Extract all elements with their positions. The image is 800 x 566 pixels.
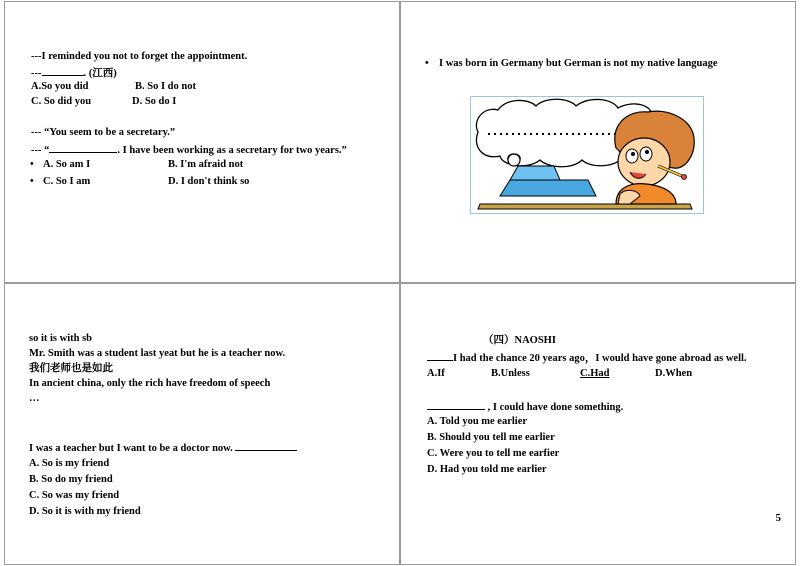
q2-blank-line: [31, 142, 347, 157]
q1-option-a: A.So you did: [31, 81, 89, 92]
example-sentence: I was born in Germany but German is not my native language: [439, 58, 718, 69]
q1-option-b: B. So I do not: [135, 81, 196, 92]
option-b: B.Unless: [491, 368, 530, 379]
q1-option-c: C. So did you: [31, 96, 92, 107]
question-1-text: I had the chance 20 years ago，I would have gone abroad as well.: [453, 353, 747, 364]
q2-option-d: D. I don't think so: [168, 176, 250, 187]
ellipsis: …: [29, 393, 40, 404]
option-c-correct: C.Had: [580, 368, 610, 379]
option-b: B. So do my friend: [29, 474, 113, 485]
bullet-icon: •: [30, 176, 34, 187]
page-number: 5: [775, 512, 781, 524]
slide-1: [4, 1, 400, 283]
answer-blank: [427, 399, 485, 410]
bullet-icon: •: [425, 58, 429, 69]
q1-dash: ---: [31, 68, 42, 79]
answer-blank: [235, 440, 297, 451]
answer-c: C. Were you to tell me earfier: [427, 448, 560, 459]
option-d: D.When: [655, 368, 693, 379]
question-1: [427, 350, 747, 365]
question-2: [427, 399, 623, 414]
q2-blank: [49, 142, 117, 153]
thinking-cartoon-image: [470, 96, 704, 214]
example-line-chinese: 我们老师也是如此: [29, 363, 113, 374]
phrase-heading: so it is with sb: [29, 333, 93, 344]
question-text: I was a teacher but I want to be a doctor now.: [29, 443, 233, 454]
q1-prompt: ---I reminded you not to forget the appointment.: [31, 51, 248, 62]
question-line: [29, 440, 297, 455]
slide-4: [400, 283, 796, 565]
slide-3: [4, 283, 400, 565]
section-heading: （四）NAOSHI: [483, 335, 556, 346]
answer-d: D. Had you told me earlier: [427, 464, 547, 475]
option-d: D. So it is with my friend: [29, 506, 141, 517]
q2-option-b: B. I'm afraid not: [168, 159, 244, 170]
option-c: C. So was my friend: [29, 490, 120, 501]
q1-option-d: D. So do I: [132, 96, 177, 107]
bullet-icon: •: [30, 159, 34, 170]
slide-2: [400, 1, 796, 283]
q1-blank-line: [31, 65, 117, 80]
q2-option-c: C. So I am: [43, 176, 91, 187]
answer-blank: [427, 350, 453, 361]
example-line: In ancient china, only the rich have freedom of speech: [29, 378, 271, 389]
option-a: A.If: [427, 368, 445, 379]
option-a: A. So is my friend: [29, 458, 110, 469]
q2-reply: . I have been working as a secretary for two years.”: [117, 145, 347, 156]
example-line: Mr. Smith was a student last yeat but he is a teacher now.: [29, 348, 286, 359]
q2-prompt: --- “You seem to be a secretary.”: [31, 127, 176, 138]
q2-option-a: A. So am I: [43, 159, 91, 170]
answer-a: A. Told you me earlier: [427, 416, 528, 427]
q1-blank: [42, 65, 84, 76]
question-2-text: , I could have done something.: [487, 402, 624, 413]
q2-dash: --- “: [31, 145, 50, 156]
q1-source: . (江西): [83, 68, 117, 79]
answer-b: B. Should you tell me earlier: [427, 432, 555, 443]
